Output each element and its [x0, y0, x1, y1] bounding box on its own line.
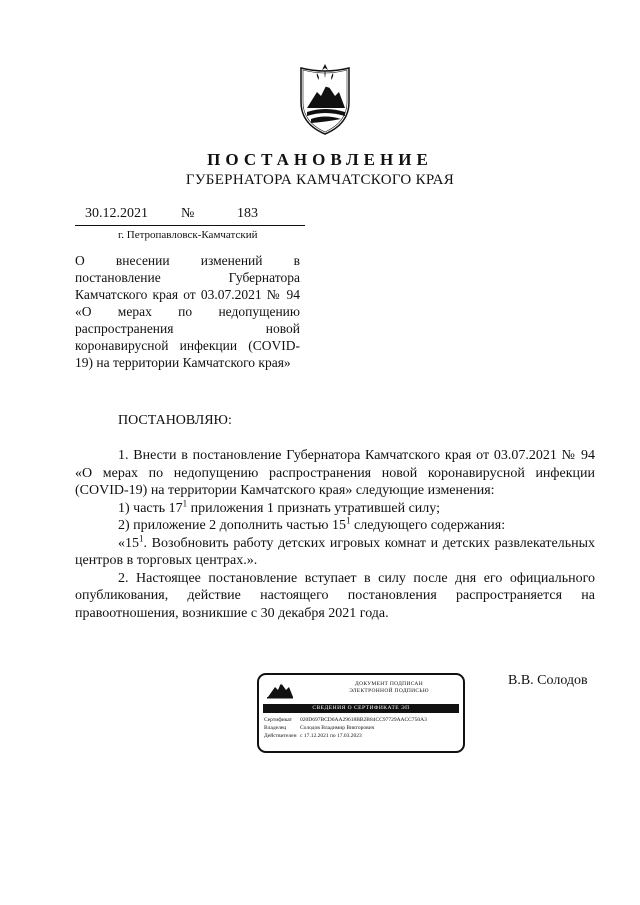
stamp-owner-row	[264, 725, 374, 732]
paragraph-1-item-1	[75, 497, 595, 518]
paragraph-2: 2. Настоящее постановление вступает в силу после дня его официального опубликования, действие настоящего постановления распространяется на правоотношения, возникшие с 30 декабря 2021 года.	[75, 570, 595, 621]
stamp-valid-value: с 17.12.2021 по 17.03.2023	[300, 733, 362, 739]
number-sign: №	[181, 206, 195, 221]
quote-text-b: . Возобновить работу детских игровых комнат и детских развлекательных центров в торговых центрах.».	[75, 535, 595, 568]
document-number: 183	[237, 206, 258, 221]
item-2-text-b: следующего содержания:	[350, 518, 506, 533]
paragraph-1-item-2	[75, 517, 595, 535]
item-2-text-a: 2) приложение 2 дополнить частью 15	[118, 518, 347, 533]
document-subtitle: ГУБЕРНАТОРА КАМЧАТСКОГО КРАЯ	[185, 172, 455, 188]
item-1-text-a: 1) часть 17	[118, 500, 183, 516]
kamchatka-emblem-icon	[265, 679, 295, 699]
stamp-owner-value: Солодов Владимир Викторович	[300, 725, 375, 731]
stamp-cert-value: 020D697BCD6AA29618BB2B84CC97729AACC750A3	[300, 717, 427, 723]
document-place: г. Петропавловск-Камчатский	[118, 229, 258, 241]
signer-name: В.В. Солодов	[508, 673, 588, 688]
document-title: ПОСТАНОВЛЕНИЕ	[207, 150, 433, 169]
stamp-heading-line2: ЭЛЕКТРОННОЙ ПОДПИСЬЮ	[349, 688, 429, 694]
document-subject: О внесении изменений в постановление Губернатора Камчатского края от 03.07.2021 № 94 «О мерах по недопущению распространения новой коронавирусной инфекции (COVID-19) на территории Камчатского края»	[75, 253, 300, 370]
decree-word: ПОСТАНОВЛЯЮ:	[118, 413, 232, 428]
item-1-superscript: 1	[182, 497, 188, 508]
document-date: 30.12.2021	[85, 206, 148, 221]
date-underline	[75, 225, 305, 226]
stamp-cert-row	[264, 717, 427, 724]
stamp-valid-label: Действителен	[264, 733, 297, 739]
document-body	[75, 447, 595, 622]
stamp-valid-row	[264, 733, 362, 740]
stamp-heading-line1: ДОКУМЕНТ ПОДПИСАН	[355, 681, 423, 687]
paragraph-1-quote	[75, 532, 595, 570]
stamp-bar: СВЕДЕНИЯ О СЕРТИФИКАТЕ ЭП	[263, 704, 459, 713]
paragraph-1: 1. Внести в постановление Губернатора Камчатского края от 03.07.2021 № 94 «О мерах по недопущению распространения новой коронавирусной инфекции (COVID-19) на территории Камчатского края» следующие изменения:	[75, 448, 595, 498]
electronic-signature-stamp	[257, 673, 465, 753]
date-number-row	[75, 206, 305, 226]
kamchatka-coat-of-arms-icon	[295, 62, 355, 138]
item-2-superscript: 1	[346, 515, 351, 526]
stamp-heading	[319, 681, 459, 695]
quote-text-a: «15	[118, 535, 139, 551]
stamp-cert-label: Сертификат	[264, 717, 292, 723]
item-1-text-b: приложения 1 признать утратившей силу;	[187, 500, 440, 516]
quote-superscript: 1	[139, 532, 144, 543]
stamp-owner-label: Владелец	[264, 725, 287, 731]
